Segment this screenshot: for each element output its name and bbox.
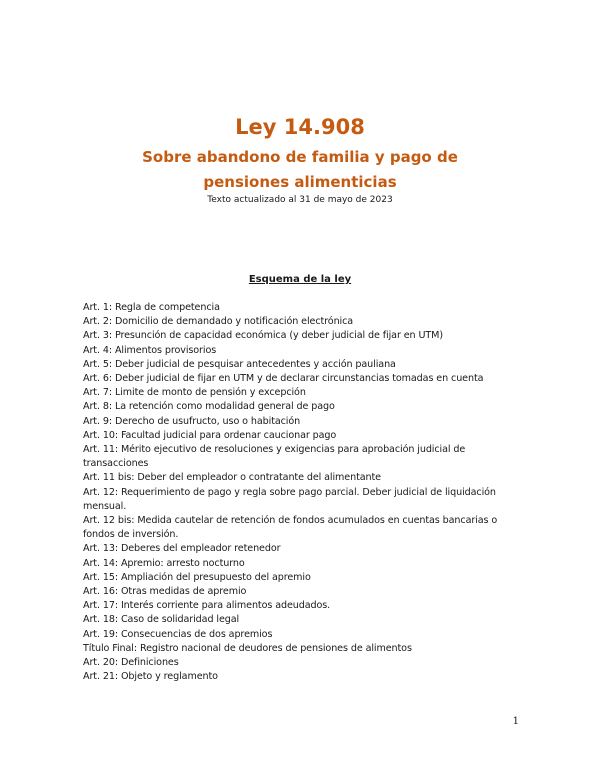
outline-item: Art. 11: Mérito ejecutivo de resoluciones y exigencias para aprobación judicial de transacciones	[83, 444, 466, 470]
outline-item: Art. 10: Facultad judicial para ordenar caucionar pago	[83, 429, 337, 441]
outline-item: Art. 6: Deber judicial de fijar en UTM y de declarar circunstancias tomadas en cuenta	[83, 373, 484, 385]
outline-item: Art. 17: Interés corriente para alimentos adeudados.	[83, 600, 331, 612]
outline-item: Art. 4: Alimentos provisorios	[83, 344, 217, 356]
outline-item: Art. 18: Caso de solidaridad legal	[83, 614, 240, 626]
outline-item: Art. 15: Ampliación del presupuesto del apremio	[83, 571, 311, 583]
outline-item: Art. 7: Limite de monto de pensión y excepción	[83, 387, 306, 399]
page-number: 1	[512, 716, 519, 727]
outline-item: Art. 16: Otras medidas de apremio	[83, 586, 247, 598]
outline-item: Art. 11 bis: Deber del empleador o contratante del alimentante	[83, 472, 381, 484]
outline-item: Art. 5: Deber judicial de pesquisar antecedentes y acción pauliana	[83, 358, 396, 370]
law-subtitle: Sobre abandono de familia y pago de pensiones alimenticias	[142, 148, 458, 191]
outline-item: Art. 2: Domicilio de demandado y notificación electrónica	[83, 316, 354, 328]
outline-item: Art. 21: Objeto y reglamento	[83, 671, 218, 683]
law-outline-list	[83, 301, 515, 684]
outline-item: Art. 13: Deberes del empleador retenedor	[83, 543, 281, 555]
outline-item: Art. 14: Apremio: arresto nocturno	[83, 557, 245, 569]
updated-date: Texto actualizado al 31 de mayo de 2023	[207, 195, 393, 205]
outline-item: Art. 12: Requerimiento de pago y regla sobre pago parcial. Deber judicial de liquidación mensual.	[83, 486, 496, 512]
outline-item: Art. 20: Definiciones	[83, 657, 179, 669]
outline-item: Art. 8: La retención como modalidad general de pago	[83, 401, 335, 413]
outline-item: Art. 3: Presunción de capacidad económica (y deber judicial de fijar en UTM)	[83, 330, 443, 342]
scheme-heading: Esquema de la ley	[248, 274, 352, 285]
outline-item: Art. 1: Regla de competencia	[83, 302, 220, 313]
outline-item: Art. 9: Derecho de usufructo, uso o habitación	[83, 415, 301, 427]
outline-item: Art. 12 bis: Medida cautelar de retención de fondos acumulados en cuentas bancarias o fondos de inversión.	[83, 515, 498, 541]
outline-item: Art. 19: Consecuencias de dos apremios	[83, 628, 273, 640]
outline-item: Título Final: Registro nacional de deudores de pensiones de alimentos	[83, 642, 412, 654]
law-title: Ley 14.908	[235, 115, 365, 139]
